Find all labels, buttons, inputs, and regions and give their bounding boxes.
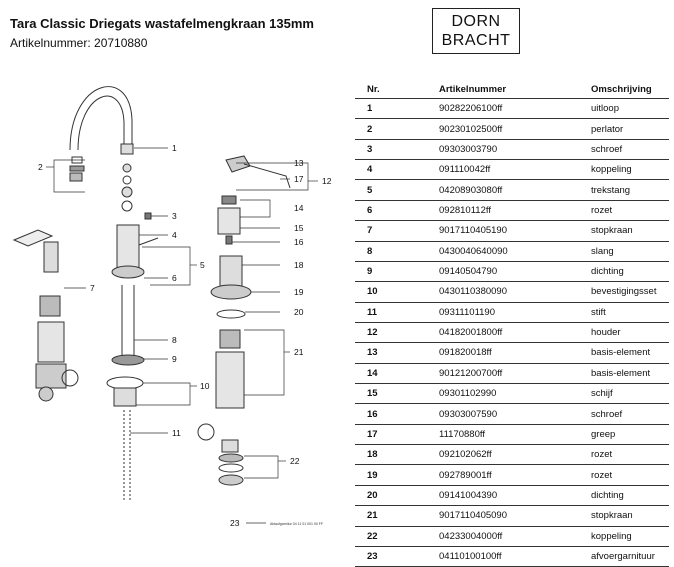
cell-artikelnummer: 09311101190 xyxy=(439,302,591,322)
col-header-nr: Nr. xyxy=(367,83,380,95)
cell-nr: 9 xyxy=(355,261,439,281)
callout-2: 2 xyxy=(38,162,43,172)
table-row xyxy=(355,139,669,159)
cell-omschrijving: koppeling xyxy=(591,526,669,546)
cell-nr: 17 xyxy=(355,424,439,444)
table-row xyxy=(355,99,669,119)
cell-nr: 23 xyxy=(355,546,439,566)
cell-artikelnummer: 04233004000ff xyxy=(439,526,591,546)
cell-nr: 4 xyxy=(355,160,439,180)
cell-nr: 16 xyxy=(355,404,439,424)
cell-omschrijving: dichting xyxy=(591,485,669,505)
table-row xyxy=(355,384,669,404)
cell-nr: 22 xyxy=(355,526,439,546)
cell-nr: 1 xyxy=(355,99,439,119)
table-row xyxy=(355,465,669,485)
cell-omschrijving: basis-element xyxy=(591,343,669,363)
cell-artikelnummer: 09301102990 xyxy=(439,384,591,404)
cell-artikelnummer: 09140504790 xyxy=(439,261,591,281)
cell-nr: 15 xyxy=(355,384,439,404)
page-title: Tara Classic Driegats wastafelmengkraan 135mm xyxy=(10,16,314,31)
col-header-omschrijving: Omschrijving xyxy=(591,83,652,95)
table-row xyxy=(355,180,669,200)
cell-omschrijving: rozet xyxy=(591,465,669,485)
cell-artikelnummer: 09303007590 xyxy=(439,404,591,424)
cell-artikelnummer: 091820018ff xyxy=(439,343,591,363)
callout-1: 1 xyxy=(172,143,177,153)
cell-artikelnummer: 092789001ff xyxy=(439,465,591,485)
cell-omschrijving: perlator xyxy=(591,119,669,139)
cell-nr: 14 xyxy=(355,363,439,383)
cell-omschrijving: schroef xyxy=(591,404,669,424)
callout-5: 5 xyxy=(200,260,205,270)
table-header-row xyxy=(355,80,669,99)
table-row xyxy=(355,485,669,505)
table-row xyxy=(355,282,669,302)
cell-artikelnummer: 04208903080ff xyxy=(439,180,591,200)
cell-omschrijving: greep xyxy=(591,424,669,444)
cell-artikelnummer: 04110100100ff xyxy=(439,546,591,566)
table-row xyxy=(355,546,669,566)
callout-16: 16 xyxy=(294,237,304,247)
logo-line-2: BRACHT xyxy=(441,32,511,49)
cell-omschrijving: schroef xyxy=(591,139,669,159)
cell-omschrijving: bevestigingsset xyxy=(591,282,669,302)
callout-14: 14 xyxy=(294,203,304,213)
callout-11: 11 xyxy=(172,428,181,438)
cell-omschrijving: stopkraan xyxy=(591,221,669,241)
cell-omschrijving: basis-element xyxy=(591,363,669,383)
table-row xyxy=(355,160,669,180)
cell-omschrijving: afvoergarnituur xyxy=(591,546,669,566)
cell-nr: 18 xyxy=(355,445,439,465)
cell-nr: 21 xyxy=(355,506,439,526)
cell-nr: 10 xyxy=(355,282,439,302)
cell-nr: 13 xyxy=(355,343,439,363)
parts-table xyxy=(355,80,669,567)
cell-nr: 5 xyxy=(355,180,439,200)
callout-9: 9 xyxy=(172,354,177,364)
spout-shape xyxy=(70,87,132,150)
table-row xyxy=(355,506,669,526)
cell-artikelnummer: 0430040640090 xyxy=(439,241,591,261)
table-row xyxy=(355,445,669,465)
cell-nr: 6 xyxy=(355,200,439,220)
cell-omschrijving: schijf xyxy=(591,384,669,404)
callout-7: 7 xyxy=(90,283,95,293)
cell-nr: 20 xyxy=(355,485,439,505)
cell-nr: 19 xyxy=(355,465,439,485)
cell-artikelnummer: 0430110380090 xyxy=(439,282,591,302)
cell-artikelnummer: 092102062ff xyxy=(439,445,591,465)
parts-table-body xyxy=(355,99,669,567)
cell-artikelnummer: 04182001800ff xyxy=(439,322,591,342)
callout-3: 3 xyxy=(172,211,177,221)
table-row xyxy=(355,424,669,444)
col-header-artikelnummer: Artikelnummer xyxy=(439,83,507,95)
brand-logo xyxy=(432,8,520,54)
callout-17: 17 xyxy=(294,174,304,184)
table-row xyxy=(355,343,669,363)
table-row xyxy=(355,261,669,281)
table-row xyxy=(355,241,669,261)
table-row xyxy=(355,404,669,424)
callout-8: 8 xyxy=(172,335,177,345)
callout-22: 22 xyxy=(290,456,300,466)
cell-omschrijving: stopkraan xyxy=(591,506,669,526)
callout-6: 6 xyxy=(172,273,177,283)
table-row xyxy=(355,322,669,342)
cell-nr: 8 xyxy=(355,241,439,261)
cell-omschrijving: slang xyxy=(591,241,669,261)
cell-omschrijving: rozet xyxy=(591,200,669,220)
cell-artikelnummer: 09141004390 xyxy=(439,485,591,505)
cell-omschrijving: houder xyxy=(591,322,669,342)
logo-line-1: DORN xyxy=(451,13,501,30)
table-row xyxy=(355,302,669,322)
callout-23: 23 xyxy=(230,518,240,528)
exploded-parts-drawing xyxy=(0,60,346,550)
cell-artikelnummer: 11170880ff xyxy=(439,424,591,444)
table-row xyxy=(355,526,669,546)
cell-artikelnummer: 092810112ff xyxy=(439,200,591,220)
callout-21: 21 xyxy=(294,347,304,357)
callout-4: 4 xyxy=(172,230,177,240)
cell-artikelnummer: 90121200700ff xyxy=(439,363,591,383)
cell-nr: 7 xyxy=(355,221,439,241)
callout-12: 12 xyxy=(322,176,332,186)
drawing-small-note: Ablaufgarnitur 04 11 01 001 00 FF xyxy=(270,522,324,526)
callout-10: 10 xyxy=(200,381,210,391)
callout-15: 15 xyxy=(294,223,304,233)
table-row xyxy=(355,363,669,383)
callout-19: 19 xyxy=(294,287,304,297)
article-number: Artikelnummer: 20710880 xyxy=(10,36,148,50)
cell-omschrijving: rozet xyxy=(591,445,669,465)
cell-omschrijving: stift xyxy=(591,302,669,322)
cell-omschrijving: dichting xyxy=(591,261,669,281)
cell-nr: 11 xyxy=(355,302,439,322)
callout-13: 13 xyxy=(294,158,304,168)
cell-artikelnummer: 091110042ff xyxy=(439,160,591,180)
cell-nr: 12 xyxy=(355,322,439,342)
table-row xyxy=(355,221,669,241)
cell-artikelnummer: 09303003790 xyxy=(439,139,591,159)
callout-18: 18 xyxy=(294,260,304,270)
callout-20: 20 xyxy=(294,307,304,317)
cell-artikelnummer: 9017110405090 xyxy=(439,506,591,526)
cell-nr: 2 xyxy=(355,119,439,139)
cell-omschrijving: koppeling xyxy=(591,160,669,180)
cell-artikelnummer: 9017110405190 xyxy=(439,221,591,241)
table-row xyxy=(355,200,669,220)
cell-omschrijving: uitloop xyxy=(591,99,669,119)
cell-omschrijving: trekstang xyxy=(591,180,669,200)
cell-artikelnummer: 90230102500ff xyxy=(439,119,591,139)
cell-nr: 3 xyxy=(355,139,439,159)
table-row xyxy=(355,119,669,139)
cell-artikelnummer: 90282206100ff xyxy=(439,99,591,119)
